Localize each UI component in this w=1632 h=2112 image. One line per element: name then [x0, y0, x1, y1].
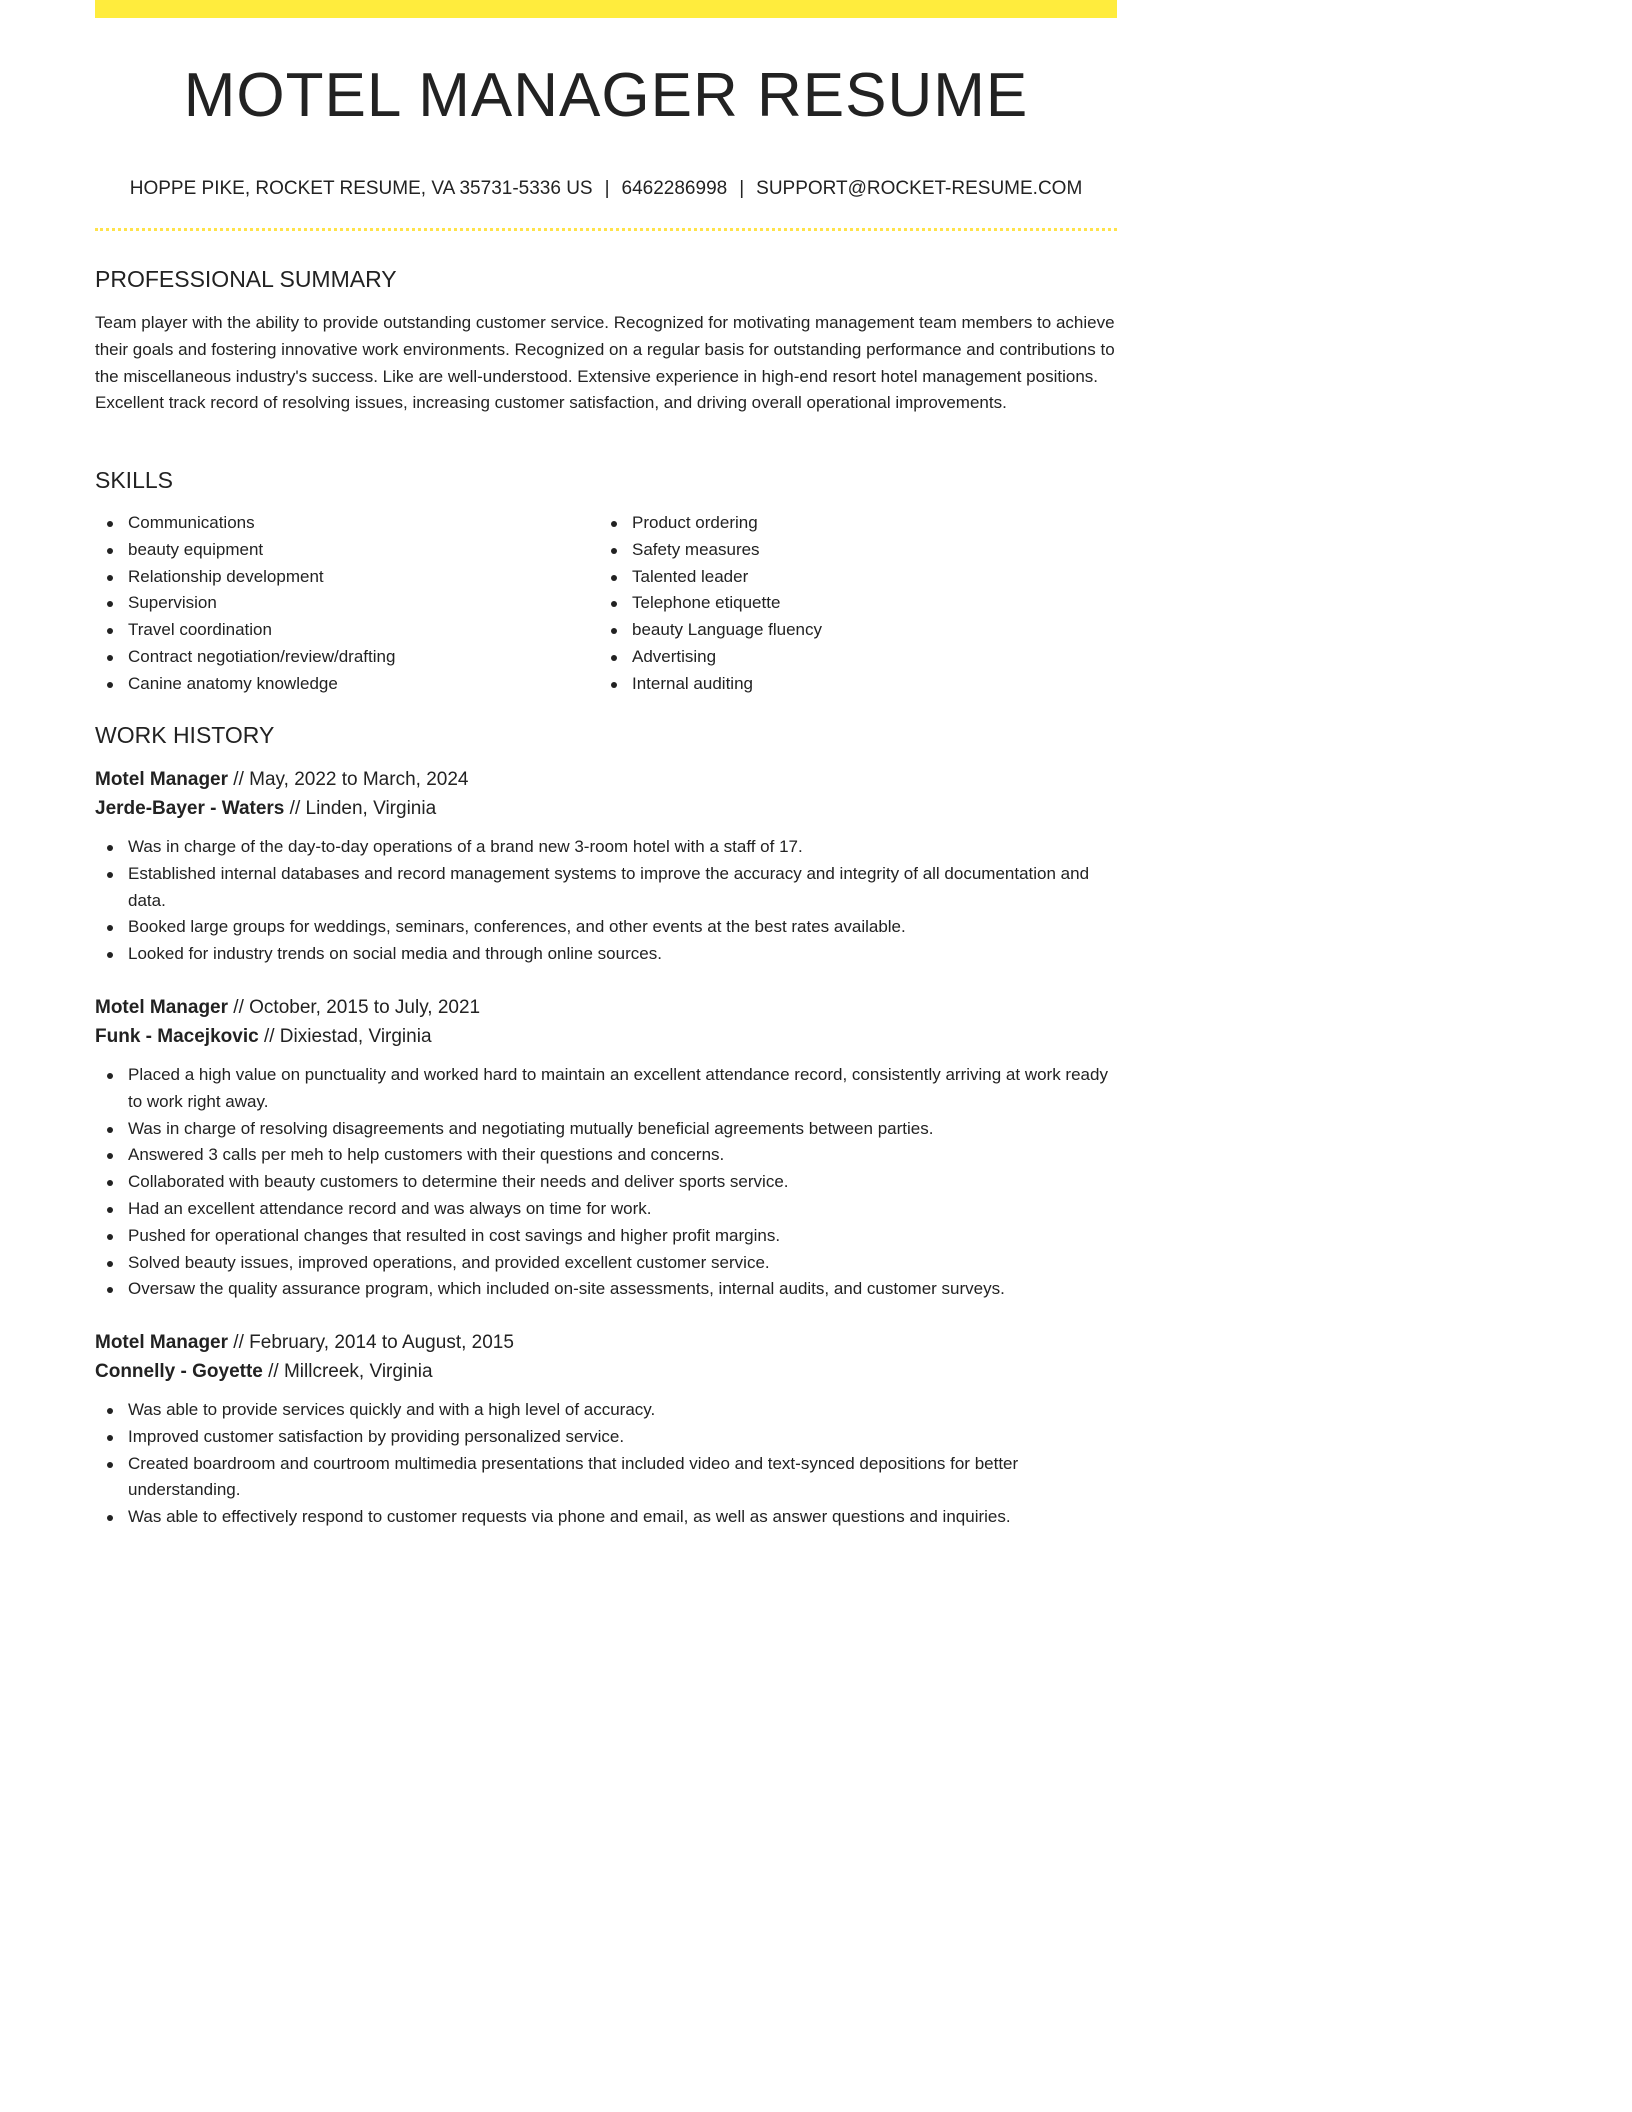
job-dates: // May, 2022 to March, 2024	[228, 769, 469, 790]
job-bullet: Answered 3 calls per meh to help customers with their questions and concerns.	[95, 1142, 1117, 1169]
job-bullet: Oversaw the quality assurance program, which included on-site assessments, internal audits, and customer surveys.	[95, 1276, 1117, 1303]
job-entry	[95, 993, 1117, 1303]
job-bullets	[95, 1397, 1117, 1531]
job-bullet: Was in charge of resolving disagreements and negotiating mutually beneficial agreements between parties.	[95, 1116, 1117, 1143]
contact-address: HOPPE PIKE, ROCKET RESUME, VA 35731-5336 US	[129, 178, 593, 199]
job-title-line	[95, 993, 1117, 1022]
job-location: // Dixiestad, Virginia	[258, 1026, 432, 1047]
document-title: MOTEL MANAGER RESUME	[183, 61, 1029, 130]
skill-item: Internal auditing	[599, 671, 1099, 698]
job-entry	[95, 765, 1117, 968]
contact-email: SUPPORT@ROCKET-RESUME.COM	[756, 178, 1083, 199]
job-company: Connelly - Goyette	[95, 1361, 263, 1382]
job-bullets	[95, 834, 1117, 968]
job-company-line	[95, 794, 1117, 823]
skill-item: Supervision	[95, 590, 595, 617]
skill-item: Product ordering	[599, 510, 1099, 537]
contact-separator: |	[739, 178, 745, 199]
job-company-line	[95, 1357, 1117, 1386]
skill-item: Talented leader	[599, 564, 1099, 591]
job-company: Funk - Macejkovic	[95, 1026, 259, 1047]
job-company-line	[95, 1022, 1117, 1051]
skills-column-left	[95, 510, 595, 698]
skill-item: beauty equipment	[95, 537, 595, 564]
job-bullet: Improved customer satisfaction by providing personalized service.	[95, 1424, 1117, 1451]
job-bullet: Booked large groups for weddings, seminars, conferences, and other events at the best rates available.	[95, 914, 1117, 941]
skill-item: Safety measures	[599, 537, 1099, 564]
job-company: Jerde-Bayer - Waters	[95, 798, 285, 819]
job-bullet: Established internal databases and record management systems to improve the accuracy and integrity of all documentation and data.	[95, 861, 1117, 915]
job-bullet: Solved beauty issues, improved operations, and provided excellent customer service.	[95, 1250, 1117, 1277]
job-bullet: Created boardroom and courtroom multimedia presentations that included video and text-synced depositions for better understanding.	[95, 1451, 1117, 1505]
accent-top-bar	[95, 0, 1117, 18]
job-title: Motel Manager	[95, 997, 229, 1018]
job-bullet: Was able to provide services quickly and with a high level of accuracy.	[95, 1397, 1117, 1424]
job-bullet: Was able to effectively respond to customer requests via phone and email, as well as answer questions and inquiries.	[95, 1504, 1117, 1531]
skills-list-right	[599, 510, 1099, 698]
job-dates: // October, 2015 to July, 2021	[228, 997, 481, 1018]
skills-column-right	[599, 510, 1099, 698]
skill-item: Relationship development	[95, 564, 595, 591]
job-bullet: Pushed for operational changes that resulted in cost savings and higher profit margins.	[95, 1223, 1117, 1250]
job-bullet: Collaborated with beauty customers to determine their needs and deliver sports service.	[95, 1169, 1117, 1196]
summary-heading: PROFESSIONAL SUMMARY	[95, 266, 397, 292]
job-dates: // February, 2014 to August, 2015	[228, 1332, 514, 1353]
skills-heading: SKILLS	[95, 467, 173, 493]
job-bullet: Was in charge of the day-to-day operations of a brand new 3-room hotel with a staff of 17.	[95, 834, 1117, 861]
job-entry	[95, 1328, 1117, 1531]
job-location: // Millcreek, Virginia	[262, 1361, 433, 1382]
skill-item: Canine anatomy knowledge	[95, 671, 595, 698]
contact-separator: |	[604, 178, 610, 199]
job-title-line	[95, 765, 1117, 794]
skill-item: beauty Language fluency	[599, 617, 1099, 644]
job-title: Motel Manager	[95, 769, 229, 790]
skill-item: Advertising	[599, 644, 1099, 671]
skill-item: Telephone etiquette	[599, 590, 1099, 617]
summary-text: Team player with the ability to provide outstanding customer service. Recognized for motivating management team members to achieve their goals and fostering innovative work environments. Recognized on a regular basis for outstanding performance and contributions to the miscellaneous industry's success. Like are well-understood. Extensive experience in high-end resort hotel management positions. Excellent track record of resolving issues, increasing customer satisfaction, and driving overall operational improvements.	[95, 313, 1115, 413]
contact-line	[95, 176, 1117, 202]
skill-item: Communications	[95, 510, 595, 537]
job-bullet: Placed a high value on punctuality and worked hard to maintain an excellent attendance record, consistently arriving at work ready to work right away.	[95, 1062, 1117, 1116]
contact-phone: 6462286998	[621, 178, 728, 199]
job-bullet: Looked for industry trends on social media and through online sources.	[95, 941, 1117, 968]
skill-item: Travel coordination	[95, 617, 595, 644]
job-title-line	[95, 1328, 1117, 1357]
work-history-heading: WORK HISTORY	[95, 722, 275, 748]
job-bullet: Had an excellent attendance record and was always on time for work.	[95, 1196, 1117, 1223]
skills-list-left	[95, 510, 595, 698]
job-bullets	[95, 1062, 1117, 1303]
job-title: Motel Manager	[95, 1332, 229, 1353]
job-location: // Linden, Virginia	[284, 798, 437, 819]
header-divider	[95, 228, 1117, 231]
skill-item: Contract negotiation/review/drafting	[95, 644, 595, 671]
